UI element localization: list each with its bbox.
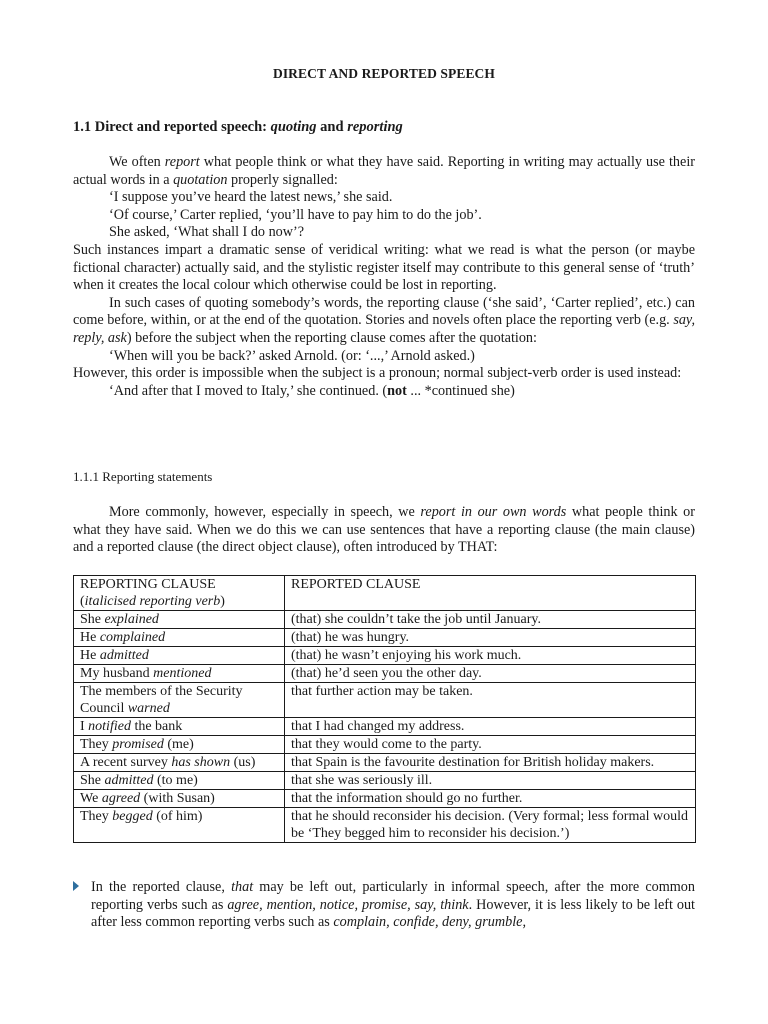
- table-row: [74, 683, 696, 718]
- quote-line: ‘I suppose you’ve heard the latest news,’ she said.: [109, 189, 393, 206]
- page-title: DIRECT AND REPORTED SPEECH: [272, 66, 496, 81]
- reported-clause-cell: that he should reconsider his decision. (Very formal; less formal would be ‘They begged him to reconsider his decision.’): [285, 808, 696, 843]
- reported-clause-cell: that she was seriously ill.: [285, 772, 696, 790]
- table-row: [74, 736, 696, 754]
- section-heading: 1.1 Direct and reported speech: quoting and reporting: [73, 119, 403, 135]
- arrow-bullet-icon: [73, 881, 79, 891]
- reporting-clause-cell: He complained: [74, 629, 285, 647]
- reported-clause-cell: that the information should go no further.: [285, 790, 696, 808]
- paragraph-5: More commonly, however, especially in speech, we report in our own words what people think or what they have said. When we do this we can use sentences that have a reporting clause (the main clause) and a reported clause (the direct object clause), often introduced by THAT:: [73, 504, 696, 556]
- paragraph-3: In such cases of quoting somebody’s words, the reporting clause (‘she said’, ‘Carter replied’, etc.) can come before, within, or at the end of the quotation. Stories and novels often place the reporting verb (e.g. say, reply, ask) before the subject when the reporting clause comes after the quotation:: [73, 294, 695, 346]
- quote-line: ‘And after that I moved to Italy,’ she continued. (not ... *continued she): [109, 382, 515, 399]
- quote-line: ‘When will you be back?’ asked Arnold. (or: ‘...,’ Arnold asked.): [109, 347, 475, 364]
- header-cell-reporting-clause: REPORTING CLAUSE (italicised reporting verb): [74, 576, 285, 611]
- table-row: [74, 754, 696, 772]
- table-row: [74, 629, 696, 647]
- reported-clause-cell: that they would come to the party.: [285, 736, 696, 754]
- intro-body: [73, 154, 695, 400]
- reporting-clause-cell: They begged (of him): [74, 808, 285, 843]
- reporting-clause-cell: They promised (me): [74, 736, 285, 754]
- paragraph-1: We often report what people think or what they have said. Reporting in writing may actually use their actual words in a quotation properly signalled:: [73, 154, 695, 188]
- reporting-clause-cell: She explained: [74, 611, 285, 629]
- reported-clause-cell: that I had changed my address.: [285, 718, 696, 736]
- reported-clause-cell: (that) he’d seen you the other day.: [285, 665, 696, 683]
- note-block: [73, 879, 695, 932]
- table-row: [74, 790, 696, 808]
- quote-line: ‘Of course,’ Carter replied, ‘you’ll have to pay him to do the job’.: [109, 206, 482, 223]
- reporting-clause-cell: We agreed (with Susan): [74, 790, 285, 808]
- reported-clause-cell: (that) he was hungry.: [285, 629, 696, 647]
- table-header-row: [74, 576, 696, 611]
- header-cell-reported-clause: REPORTED CLAUSE: [285, 576, 696, 611]
- reporting-table: [73, 575, 696, 843]
- paragraph-2: Such instances impart a dramatic sense of veridical writing: what we read is what the person (or maybe fictional character) actually said, and the stylistic register itself may contribute to this general sense of ‘truth’ when it creates the local colour which otherwise could be lost in reporting.: [73, 241, 695, 294]
- table-row: [74, 611, 696, 629]
- reported-clause-cell: that further action may be taken.: [285, 683, 696, 718]
- reported-clause-cell: that Spain is the favourite destination for British holiday makers.: [285, 754, 696, 772]
- reported-clause-cell: (that) she couldn’t take the job until January.: [285, 611, 696, 629]
- reporting-clause-cell: The members of the Security Council warned: [74, 683, 285, 718]
- table-row: [74, 718, 696, 736]
- quote-line: She asked, ‘What shall I do now’?: [109, 224, 305, 241]
- reporting-clause-cell: A recent survey has shown (us): [74, 754, 285, 772]
- table-row: [74, 665, 696, 683]
- reporting-clause-cell: I notified the bank: [74, 718, 285, 736]
- paragraph-4: However, this order is impossible when the subject is a pronoun; normal subject-verb order is used instead:: [73, 365, 682, 382]
- reporting-clause-cell: She admitted (to me): [74, 772, 285, 790]
- table-row: [74, 647, 696, 665]
- reporting-clause-cell: He admitted: [74, 647, 285, 665]
- reporting-clause-cell: My husband mentioned: [74, 665, 285, 683]
- table-row: [74, 772, 696, 790]
- subsection-heading: 1.1.1 Reporting statements: [73, 469, 213, 484]
- note-text: In the reported clause, that may be left out, particularly in informal speech, after the more common reporting verbs such as agree, mention, notice, promise, say, think. However, it is less likely to be left out after less common reporting verbs such as complain, confide, deny, grumble,: [91, 879, 695, 931]
- table-row: [74, 808, 696, 843]
- reported-clause-cell: (that) he wasn’t enjoying his work much.: [285, 647, 696, 665]
